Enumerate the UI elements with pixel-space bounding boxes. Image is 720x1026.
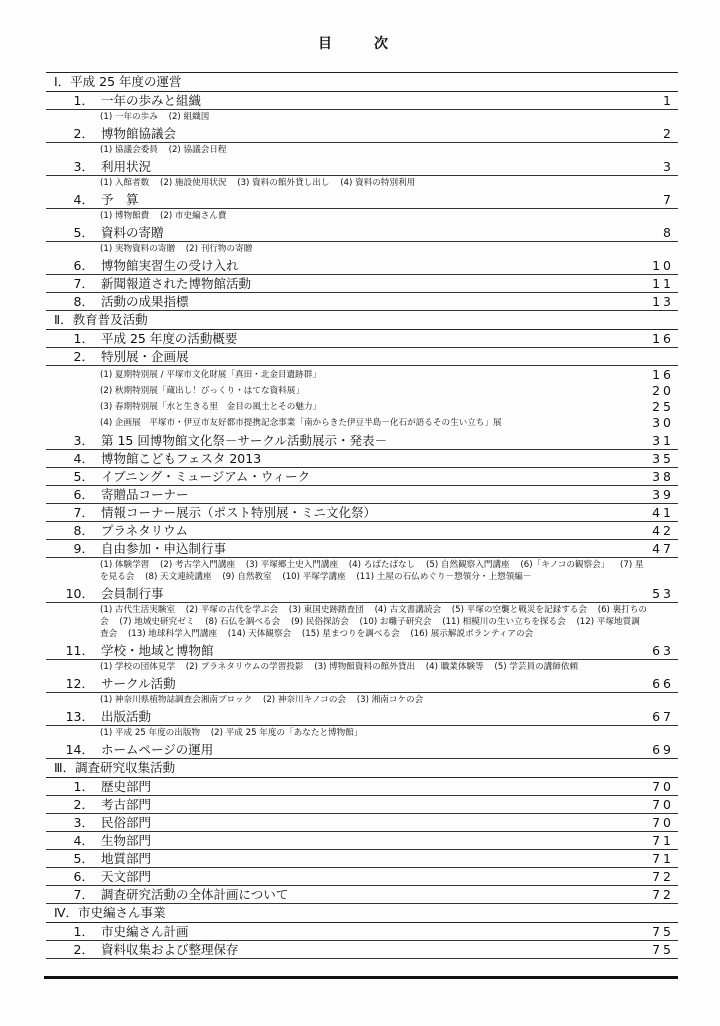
page-number: 20	[652, 383, 674, 398]
page-number: 38	[652, 469, 674, 484]
section-heading: Ⅱ．教育普及活動	[46, 311, 678, 330]
page-number: 16	[652, 367, 674, 382]
sub-entry: (5) 学芸員の講師依頼	[494, 662, 579, 672]
toc-item	[46, 778, 678, 796]
sub-entry-row	[100, 367, 674, 383]
item-label: 寄贈品コーナー	[101, 487, 189, 502]
toc-item	[46, 224, 678, 242]
toc-item	[46, 796, 678, 814]
sub-entry: (4) 古文書講読会	[374, 605, 442, 615]
sub-entry: (7) 星を見る会	[100, 560, 644, 582]
sub-entry: (8) 石仏を調べる会	[205, 617, 281, 627]
sub-entries	[46, 558, 678, 585]
sub-entries	[46, 726, 678, 741]
sub-entry: (4) 資料の特別利用	[340, 178, 416, 188]
sub-entry: (4) ろばたばなし	[348, 560, 416, 570]
item-label: 生物部門	[101, 833, 152, 848]
toc-item	[46, 504, 678, 522]
item-number: 4．	[73, 451, 94, 466]
item-label: 博物館こどもフェスタ 2013	[101, 451, 262, 466]
sub-entry: (1) 学校の団体見学	[100, 662, 176, 672]
sub-entries	[46, 693, 678, 708]
item-label: 歴史部門	[101, 779, 152, 794]
toc-item	[46, 468, 678, 486]
sub-entry: (1) 平成 25 年度の出版物	[100, 728, 201, 738]
sub-entry: (2) 神奈川キノコの会	[262, 695, 347, 705]
page-number: 16	[652, 331, 674, 346]
toc-item	[46, 522, 678, 540]
sub-entry: (1) 協議会委員	[100, 145, 158, 155]
page-number: 53	[652, 586, 674, 601]
sub-entry: (3) 資料の館外貸し出し	[237, 178, 330, 188]
sub-entry: (2) 平成 25 年度の「あなたと博物館」	[210, 728, 363, 738]
item-number: 4．	[73, 192, 94, 207]
sub-entry: (3) 春期特別展「水と生きる里 金目の風土とその魅力」	[100, 402, 322, 412]
sub-entry: (13) 地球科学入門講座	[127, 629, 218, 639]
page-number: 67	[652, 709, 674, 724]
toc-item	[46, 675, 678, 693]
item-number: 11．	[65, 643, 94, 658]
item-number: 5．	[73, 469, 94, 484]
table-of-contents	[46, 72, 678, 959]
page-number: 47	[652, 541, 674, 556]
item-label: 民俗部門	[101, 815, 152, 830]
item-number: 13．	[65, 709, 94, 724]
sub-entry: (1) 神奈川県植物誌調査会湘南ブロック	[100, 695, 253, 705]
item-number: 1．	[73, 331, 94, 346]
sub-entry: (2) 市史編さん費	[160, 211, 227, 221]
item-label: 予 算	[101, 192, 139, 207]
page-number: 75	[652, 942, 674, 957]
item-label: 資料収集および整理保存	[101, 942, 239, 957]
item-label: 活動の成果指標	[101, 294, 189, 309]
toc-item	[46, 868, 678, 886]
sub-entry: (2) 平塚の古代を学ぶ会	[185, 605, 279, 615]
item-label: 出版活動	[101, 709, 152, 724]
sub-entries	[46, 603, 678, 642]
item-label: 資料の寄贈	[101, 225, 164, 240]
page-number: 8	[663, 225, 674, 240]
item-label: プラネタリウム	[101, 523, 189, 538]
sub-entry: (9) 民俗探訪会	[290, 617, 349, 627]
item-number: 2．	[73, 349, 94, 364]
toc-item	[46, 450, 678, 468]
toc-item	[46, 293, 678, 311]
sub-entry: (16) 展示解説ボランティアの会	[410, 629, 534, 639]
toc-item	[46, 941, 678, 959]
sub-entry: (2) 組織図	[168, 112, 210, 122]
item-label: 一年の歩みと組織	[101, 93, 202, 108]
sub-entry: (1) 入館者数	[100, 178, 150, 188]
item-label: 市史編さん計画	[101, 924, 189, 939]
item-number: 4．	[73, 833, 94, 848]
page-number: 71	[652, 833, 674, 848]
item-number: 3．	[73, 433, 94, 448]
toc-item	[46, 741, 678, 759]
sub-entry-row	[100, 383, 674, 399]
sub-entry: (12) 平塚地質調査会	[100, 617, 640, 639]
item-label: サークル活動	[101, 676, 176, 691]
sub-entry: (3) 東国史跡踏査団	[288, 605, 364, 615]
toc-item	[46, 158, 678, 176]
item-number: 7．	[73, 887, 94, 902]
sub-entry-row	[100, 399, 674, 415]
item-label: 博物館実習生の受け入れ	[101, 258, 239, 273]
item-number: 14．	[65, 742, 94, 757]
item-number: 7．	[73, 276, 94, 291]
sub-entry: (5) 平塚の空襲と戦災を記録する会	[451, 605, 587, 615]
item-number: 8．	[73, 523, 94, 538]
sub-entry: (5) 自然観察入門講座	[426, 560, 510, 570]
sub-entry: (11) 土屋の石仏めぐり－惣領分・上惣領編－	[356, 572, 532, 582]
item-label: 天文部門	[101, 869, 152, 884]
item-label: 新聞報道された博物館活動	[101, 276, 252, 291]
item-number: 10．	[65, 586, 94, 601]
item-number: 2．	[73, 126, 94, 141]
item-number: 1．	[73, 924, 94, 939]
item-number: 6．	[73, 487, 94, 502]
item-number: 8．	[73, 294, 94, 309]
page-number: 2	[663, 126, 674, 141]
item-label: イブニング・ミュージアム・ウィーク	[101, 469, 311, 484]
sub-entry: (1) 博物館費	[100, 211, 150, 221]
page-number: 31	[652, 433, 674, 448]
sub-entry: (14) 天体観察会	[227, 629, 292, 639]
sub-entry: (2) 協議会日程	[168, 145, 227, 155]
item-label: 考古部門	[101, 797, 152, 812]
sub-entry: (1) 実物資料の寄贈	[100, 244, 176, 254]
toc-item	[46, 257, 678, 275]
toc-item	[46, 275, 678, 293]
sub-entry: (11) 相模川の生い立ちを探る会	[442, 617, 566, 627]
page-number: 35	[652, 451, 674, 466]
toc-item	[46, 642, 678, 660]
toc-item	[46, 191, 678, 209]
item-label: ホームページの運用	[101, 742, 214, 757]
item-number: 1．	[73, 779, 94, 794]
item-number: 12．	[65, 676, 94, 691]
item-label: 調査研究活動の全体計画について	[101, 887, 289, 902]
item-label: 学校・地域と博物館	[101, 643, 214, 658]
toc-item	[46, 886, 678, 904]
item-number: 2．	[73, 942, 94, 957]
item-label: 平成 25 年度の活動概要	[101, 331, 238, 346]
sub-entry: (8) 天文連続講座	[145, 572, 212, 582]
section-heading: Ⅳ．市史編さん事業	[46, 904, 678, 923]
sub-entry: (1) 古代生活実験室	[100, 605, 176, 615]
sub-entry: (9) 自然教室	[222, 572, 272, 582]
page-number: 39	[652, 487, 674, 502]
page-number: 66	[652, 676, 674, 691]
item-label: 地質部門	[101, 851, 152, 866]
toc-item	[46, 923, 678, 941]
item-label: 特別展・企画展	[101, 349, 189, 364]
toc-item	[46, 92, 678, 110]
toc-item	[46, 540, 678, 558]
sub-entry: (1) 体験学習	[100, 560, 150, 570]
page-number: 1	[663, 93, 674, 108]
item-number: 5．	[73, 225, 94, 240]
page-number: 63	[652, 643, 674, 658]
item-number: 3．	[73, 159, 94, 174]
sub-entry: (2) 考古学入門講座	[160, 560, 236, 570]
item-number: 5．	[73, 851, 94, 866]
sub-entry: (2) 施設使用状況	[160, 178, 227, 188]
page-number: 70	[652, 797, 674, 812]
item-label: 会員制行事	[101, 586, 164, 601]
sub-entry: (1) 夏期特別展 / 平塚市文化財展「真田・北金目遺跡群」	[100, 370, 321, 380]
item-number: 9．	[73, 541, 94, 556]
toc-item	[46, 850, 678, 868]
sub-entry-row	[100, 415, 674, 431]
sub-entry: (15) 星まつりを調べる会	[301, 629, 400, 639]
sub-entry: (3) 湘南コケの会	[356, 695, 424, 705]
sub-entry: (6)「キノコの観察会」	[520, 560, 610, 570]
page-number: 69	[652, 742, 674, 757]
item-label: 第 15 回博物館文化祭－サークル活動展示・発表－	[101, 433, 387, 448]
item-label: 博物館協議会	[101, 126, 177, 141]
page-number: 71	[652, 851, 674, 866]
page-number: 3	[663, 159, 674, 174]
sub-entry: (6) 裏打ちの会	[100, 605, 648, 627]
sub-entry: (10) お囃子研究会	[359, 617, 432, 627]
page-number: 13	[652, 294, 674, 309]
page-number: 75	[652, 924, 674, 939]
sub-entry: (1) 一年の歩み	[100, 112, 158, 122]
item-label: 自由参加・申込制行事	[101, 541, 227, 556]
sub-entry: (4) 職業体験等	[425, 662, 484, 672]
page-number: 70	[652, 779, 674, 794]
item-label: 利用状況	[101, 159, 152, 174]
sub-entries	[46, 209, 678, 224]
page-number: 72	[652, 887, 674, 902]
toc-item	[46, 814, 678, 832]
page-number: 70	[652, 815, 674, 830]
page-number: 25	[652, 399, 674, 414]
sub-entries	[46, 660, 678, 675]
item-number: 6．	[73, 869, 94, 884]
sub-entry: (3) 博物館資料の館外貸出	[314, 662, 416, 672]
item-number: 3．	[73, 815, 94, 830]
page-number: 7	[663, 192, 674, 207]
toc-item	[46, 125, 678, 143]
sub-entries	[46, 242, 678, 257]
sub-entry: (10) 平塚学講座	[282, 572, 346, 582]
sub-entries	[46, 110, 678, 125]
toc-item	[46, 330, 678, 348]
sub-entries	[46, 366, 678, 432]
section-heading: Ⅲ．調査研究収集活動	[46, 759, 678, 778]
page-number: 72	[652, 869, 674, 884]
sub-entry: (3) 平塚郷土史入門講座	[245, 560, 339, 570]
page-number: 10	[652, 258, 674, 273]
sub-entry: (2) プラネタリウムの学習投影	[185, 662, 304, 672]
page-number: 30	[652, 415, 674, 430]
sub-entries	[46, 143, 678, 158]
page-number: 42	[652, 523, 674, 538]
page-number: 11	[652, 276, 674, 291]
toc-item	[46, 348, 678, 366]
sub-entry: (2) 秋期特別展「蔵出し！びっくり・はてな資料展」	[100, 386, 304, 396]
page-title: 目 次	[318, 36, 402, 52]
item-number: 1．	[73, 93, 94, 108]
item-label: 情報コーナー展示（ポスト特別展・ミニ文化祭）	[101, 505, 377, 520]
sub-entry: (7) 地域史研究ゼミ	[119, 617, 195, 627]
toc-item	[46, 708, 678, 726]
toc-item	[46, 832, 678, 850]
sub-entry: (2) 刊行物の寄贈	[185, 244, 253, 254]
toc-item	[46, 585, 678, 603]
page-number: 41	[652, 505, 674, 520]
item-number: 6．	[73, 258, 94, 273]
item-number: 2．	[73, 797, 94, 812]
section-heading: Ⅰ．平成 25 年度の運営	[46, 72, 678, 92]
toc-item	[46, 432, 678, 450]
sub-entry: (4) 企画展 平塚市・伊豆市友好都市提携記念事業「南からきた伊豆半島－化石が語るその生い立ち」展	[100, 418, 502, 428]
toc-item	[46, 486, 678, 504]
bottom-rule	[44, 976, 678, 979]
sub-entries	[46, 176, 678, 191]
item-number: 7．	[73, 505, 94, 520]
